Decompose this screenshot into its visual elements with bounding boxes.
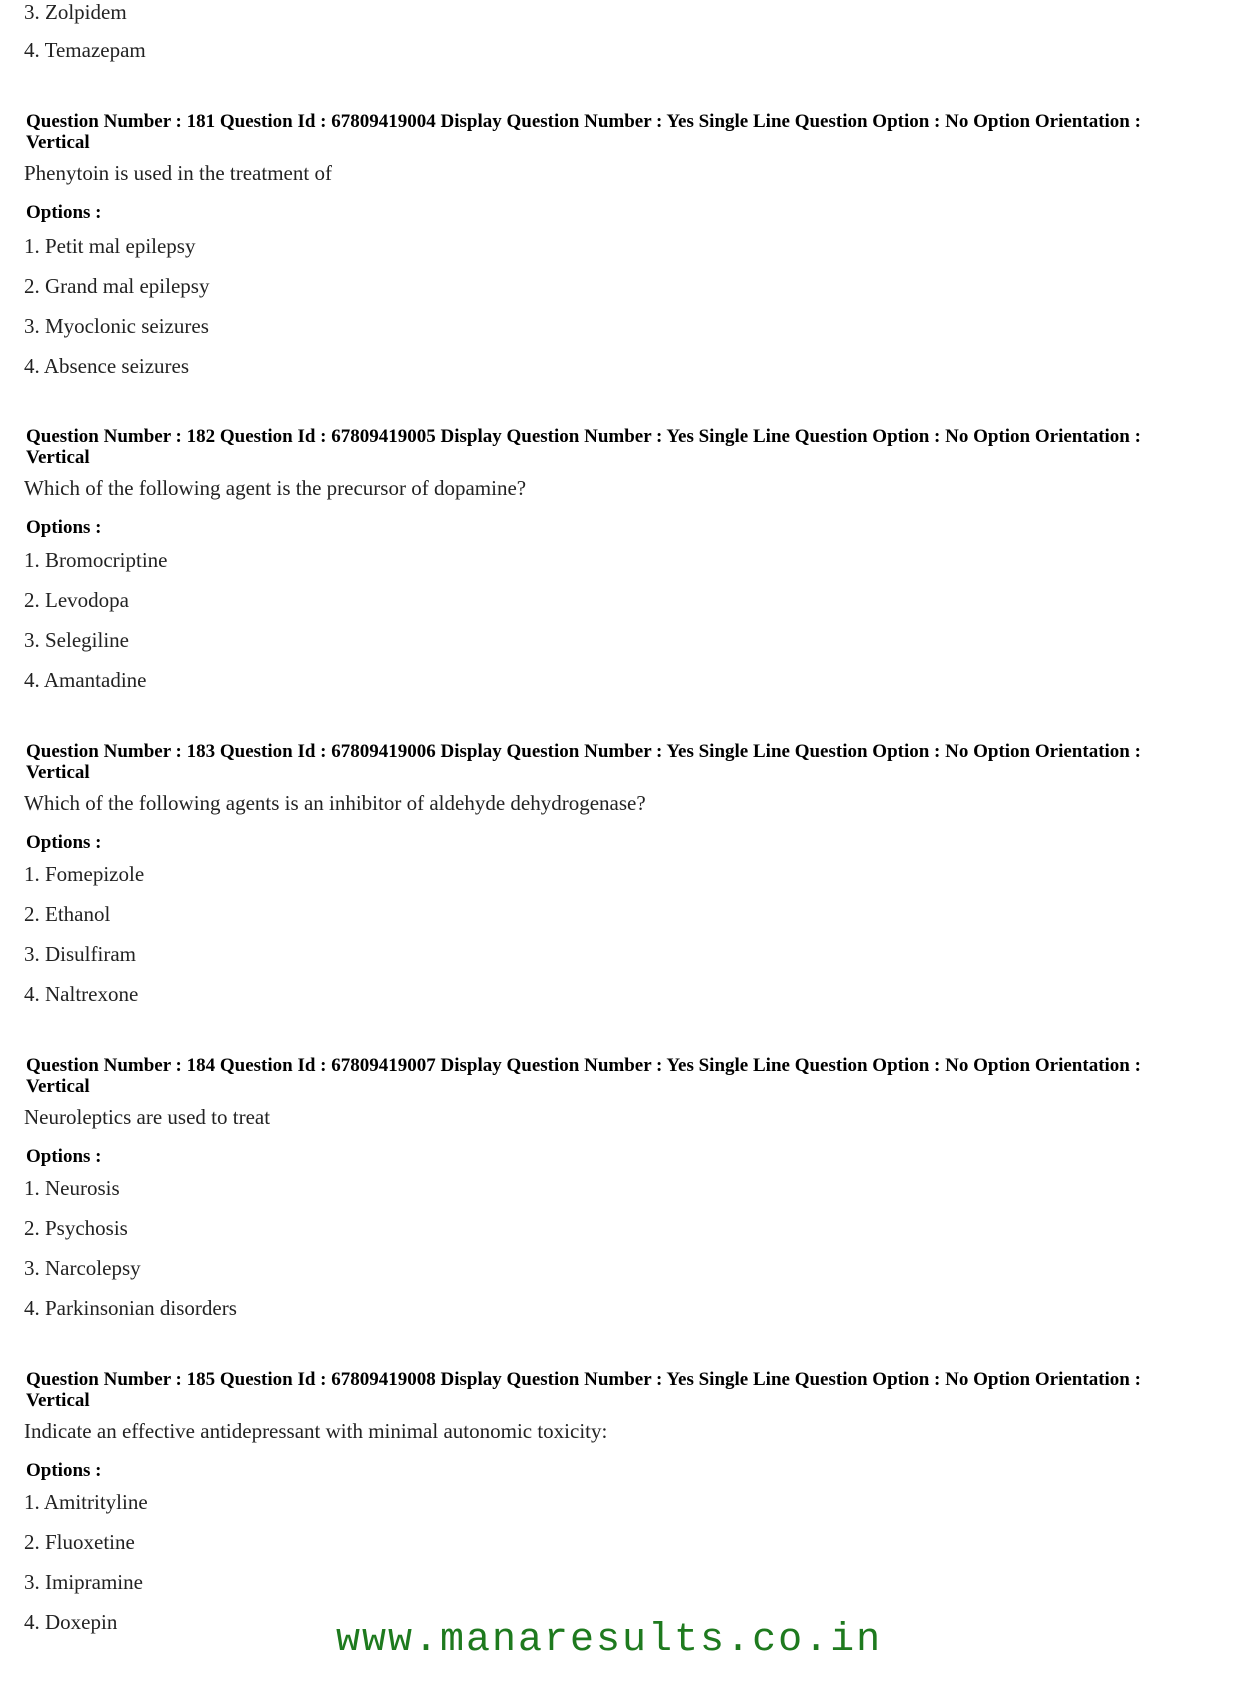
question-182-header: Question Number : 182 Question Id : 67809419005 Display Question Number : Yes Single Line Question Option : No Option Orientation : Vertical	[26, 426, 1141, 468]
question-184-option-1: 1. Neurosis	[24, 1176, 120, 1200]
question-181-header: Question Number : 181 Question Id : 67809419004 Display Question Number : Yes Single Line Question Option : No Option Orientation : Vertical	[26, 111, 1141, 153]
question-185-option-1: 1. Amitrityline	[24, 1490, 148, 1514]
question-185-option-3: 3. Imipramine	[24, 1570, 143, 1594]
question-184-options-label: Options :	[26, 1146, 102, 1167]
question-184-text: Neuroleptics are used to treat	[24, 1105, 271, 1129]
question-181-options-label: Options :	[26, 202, 102, 223]
question-185-text: Indicate an effective antidepressant with minimal autonomic toxicity:	[24, 1419, 608, 1443]
question-181-option-3: 3. Myoclonic seizures	[24, 314, 209, 338]
question-185-option-2: 2. Fluoxetine	[24, 1530, 135, 1554]
question-183-text: Which of the following agents is an inhibitor of aldehyde dehydrogenase?	[24, 791, 646, 815]
question-182-text: Which of the following agent is the precursor of dopamine?	[24, 476, 527, 500]
question-184-header: Question Number : 184 Question Id : 67809419007 Display Question Number : Yes Single Line Question Option : No Option Orientation : Vertical	[26, 1055, 1141, 1097]
question-185-options-label: Options :	[26, 1460, 102, 1481]
prev-option-3: 3. Zolpidem	[24, 0, 127, 24]
question-183-option-4: 4. Naltrexone	[24, 982, 139, 1006]
question-182-option-3: 3. Selegiline	[24, 628, 129, 652]
question-185-option-4: 4. Doxepin	[24, 1610, 118, 1634]
question-182-options-label: Options :	[26, 517, 102, 538]
question-182-option-1: 1. Bromocriptine	[24, 548, 168, 572]
question-185-header: Question Number : 185 Question Id : 67809419008 Display Question Number : Yes Single Line Question Option : No Option Orientation : Vertical	[26, 1369, 1141, 1411]
question-183-options-label: Options :	[26, 832, 102, 853]
question-182-option-4: 4. Amantadine	[24, 668, 147, 692]
question-183-option-2: 2. Ethanol	[24, 902, 111, 926]
question-181-option-4: 4. Absence seizures	[24, 354, 190, 378]
question-182-option-2: 2. Levodopa	[24, 588, 129, 612]
question-183-header: Question Number : 183 Question Id : 67809419006 Display Question Number : Yes Single Line Question Option : No Option Orientation : Vertical	[26, 741, 1141, 783]
question-183-option-1: 1. Fomepizole	[24, 862, 145, 886]
question-181-option-1: 1. Petit mal epilepsy	[24, 234, 196, 258]
question-184-option-2: 2. Psychosis	[24, 1216, 128, 1240]
question-181-text: Phenytoin is used in the treatment of	[24, 161, 332, 185]
question-181-option-2: 2. Grand mal epilepsy	[24, 274, 210, 298]
question-184-option-3: 3. Narcolepsy	[24, 1256, 141, 1280]
question-184-option-4: 4. Parkinsonian disorders	[24, 1296, 237, 1320]
prev-option-4: 4. Temazepam	[24, 38, 146, 62]
watermark-url: www.manaresults.co.in	[336, 1618, 883, 1663]
question-183-option-3: 3. Disulfiram	[24, 942, 136, 966]
